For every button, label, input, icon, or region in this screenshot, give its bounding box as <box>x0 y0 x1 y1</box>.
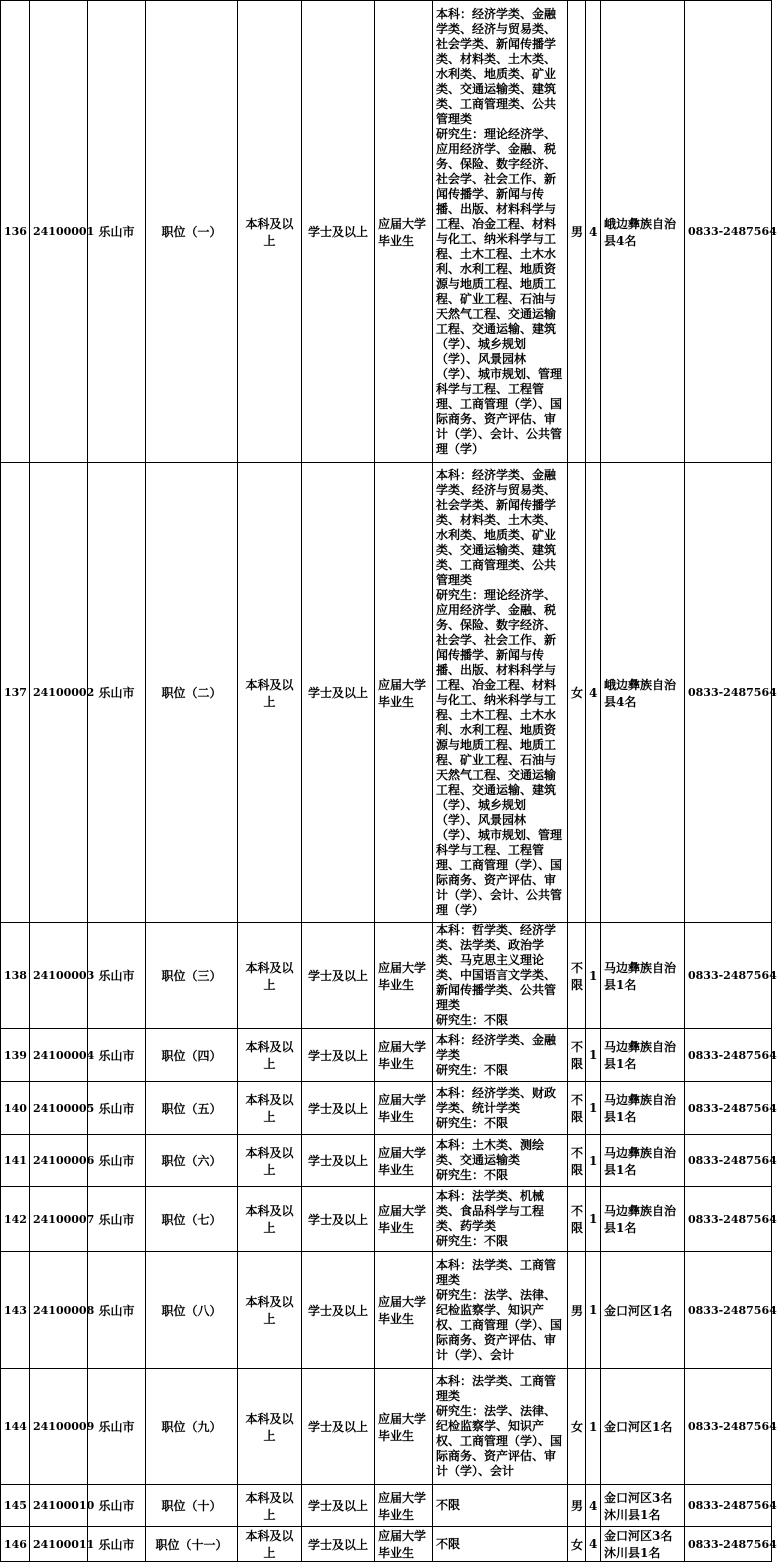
table-row <box>1 1029 772 1082</box>
position-code: 24100007 <box>30 1187 88 1252</box>
row-number: 136 <box>1 1 30 463</box>
education-requirement: 本科及以上 <box>238 1082 302 1135</box>
major-undergraduate: 本科：法学类、工商管理类 <box>436 1374 557 1403</box>
position-name: 职位（七） <box>146 1187 238 1252</box>
row-number: 138 <box>1 923 30 1029</box>
education-requirement: 本科及以上 <box>238 463 302 923</box>
table-row <box>1 923 772 1029</box>
city-name: 乐山市 <box>88 1527 146 1562</box>
contact-phone: 0833-2487564 <box>685 1369 772 1485</box>
table-row <box>1 1485 772 1527</box>
position-name: 职位（六） <box>146 1135 238 1187</box>
major-requirement <box>433 1029 568 1082</box>
position-code: 24100008 <box>30 1252 88 1369</box>
major-undergraduate: 本科：经济学类、金融学类、经济与贸易类、社会学类、新闻传播学类、材料类、土木类、水利类、地质类、矿业类、交通运输类、建筑类、工商管理类、公共管理类 <box>436 6 557 126</box>
table-row <box>1 1527 772 1562</box>
education-requirement: 本科及以上 <box>238 1485 302 1527</box>
city-name: 乐山市 <box>88 1082 146 1135</box>
education-requirement: 本科及以上 <box>238 1 302 463</box>
position-name: 职位（三） <box>146 923 238 1029</box>
education-requirement: 本科及以上 <box>238 1369 302 1485</box>
major-undergraduate: 本科：经济学类、金融学类、经济与贸易类、社会学类、新闻传播学类、材料类、土木类、水利类、地质类、矿业类、交通运输类、建筑类、工商管理类、公共管理类 <box>436 467 557 587</box>
candidate-source: 应届大学毕业生 <box>375 1252 433 1369</box>
row-number: 146 <box>1 1527 30 1562</box>
city-name: 乐山市 <box>88 1485 146 1527</box>
work-location: 金口河区3名 沐川县1名 <box>601 1485 685 1527</box>
gender-requirement: 不限 <box>568 1187 586 1252</box>
major-requirement <box>433 1369 568 1485</box>
recruit-count: 4 <box>586 1527 601 1562</box>
recruit-count: 4 <box>586 1485 601 1527</box>
major-requirement <box>433 1527 568 1562</box>
contact-phone: 0833-2487564 <box>685 1187 772 1252</box>
position-name: 职位（十） <box>146 1485 238 1527</box>
major-postgraduate: 研究生：不限 <box>436 1013 509 1027</box>
candidate-source: 应届大学毕业生 <box>375 1369 433 1485</box>
work-location: 马边彝族自治县1名 <box>601 1082 685 1135</box>
major-requirement <box>433 1252 568 1369</box>
recruit-count: 1 <box>586 923 601 1029</box>
recruit-count: 1 <box>586 1082 601 1135</box>
table-row <box>1 463 772 923</box>
row-number: 137 <box>1 463 30 923</box>
contact-phone: 0833-2487564 <box>685 1 772 463</box>
position-code: 24100004 <box>30 1029 88 1082</box>
candidate-source: 应届大学毕业生 <box>375 1029 433 1082</box>
degree-requirement: 学士及以上 <box>302 1252 375 1369</box>
major-undergraduate: 本科：经济学类、金融学类 <box>436 1032 557 1062</box>
table-row <box>1 1187 772 1252</box>
education-requirement: 本科及以上 <box>238 1527 302 1562</box>
major-requirement <box>433 1135 568 1187</box>
major-undergraduate: 不限 <box>436 1498 461 1512</box>
position-code: 24100006 <box>30 1135 88 1187</box>
table-row <box>1 1 772 463</box>
row-number: 145 <box>1 1485 30 1527</box>
city-name: 乐山市 <box>88 1 146 463</box>
gender-requirement: 男 <box>568 1 586 463</box>
major-postgraduate: 研究生：法学、法律、纪检监察学、知识产权、工商管理（学）、国际商务、资产评估、审计（学）、会计 <box>436 1287 563 1362</box>
gender-requirement: 不限 <box>568 1082 586 1135</box>
city-name: 乐山市 <box>88 1029 146 1082</box>
degree-requirement: 学士及以上 <box>302 1082 375 1135</box>
major-requirement <box>433 1485 568 1527</box>
gender-requirement: 不限 <box>568 1029 586 1082</box>
gender-requirement: 女 <box>568 1369 586 1485</box>
major-requirement <box>433 1187 568 1252</box>
major-requirement <box>433 1082 568 1135</box>
work-location: 金口河区3名 沐川县1名 <box>601 1527 685 1562</box>
contact-phone: 0833-2487564 <box>685 1252 772 1369</box>
degree-requirement: 学士及以上 <box>302 1369 375 1485</box>
gender-requirement: 女 <box>568 1527 586 1562</box>
city-name: 乐山市 <box>88 463 146 923</box>
major-requirement <box>433 1 568 463</box>
position-name: 职位（四） <box>146 1029 238 1082</box>
table-row <box>1 1135 772 1187</box>
major-requirement <box>433 463 568 923</box>
recruit-count: 1 <box>586 1135 601 1187</box>
city-name: 乐山市 <box>88 1252 146 1369</box>
position-name: 职位（五） <box>146 1082 238 1135</box>
gender-requirement: 不限 <box>568 923 586 1029</box>
city-name: 乐山市 <box>88 1187 146 1252</box>
contact-phone: 0833-2487564 <box>685 1135 772 1187</box>
education-requirement: 本科及以上 <box>238 1187 302 1252</box>
position-code: 24100010 <box>30 1485 88 1527</box>
major-requirement <box>433 923 568 1029</box>
degree-requirement: 学士及以上 <box>302 1135 375 1187</box>
major-undergraduate: 不限 <box>436 1536 461 1551</box>
degree-requirement: 学士及以上 <box>302 1485 375 1527</box>
degree-requirement: 学士及以上 <box>302 463 375 923</box>
row-number: 141 <box>1 1135 30 1187</box>
position-code: 24100003 <box>30 923 88 1029</box>
work-location: 金口河区1名 <box>601 1369 685 1485</box>
major-postgraduate: 研究生：不限 <box>436 1168 509 1182</box>
education-requirement: 本科及以上 <box>238 1029 302 1082</box>
table-row <box>1 1252 772 1369</box>
position-name: 职位（十一） <box>146 1527 238 1562</box>
degree-requirement: 学士及以上 <box>302 1187 375 1252</box>
work-location: 峨边彝族自治县4名 <box>601 463 685 923</box>
major-undergraduate: 本科：法学类、工商管理类 <box>436 1257 557 1287</box>
work-location: 马边彝族自治县1名 <box>601 1029 685 1082</box>
position-code: 24100011 <box>30 1527 88 1562</box>
contact-phone: 0833-2487564 <box>685 1527 772 1562</box>
major-postgraduate: 研究生：法学、法律、纪检监察学、知识产权、工商管理（学）、国际商务、资产评估、审计（学）、会计 <box>436 1404 563 1478</box>
work-location: 马边彝族自治县1名 <box>601 1187 685 1252</box>
position-name: 职位（八） <box>146 1252 238 1369</box>
position-code: 24100002 <box>30 463 88 923</box>
position-code: 24100009 <box>30 1369 88 1485</box>
work-location: 金口河区1名 <box>601 1252 685 1369</box>
position-code: 24100001 <box>30 1 88 463</box>
major-postgraduate: 研究生：理论经济学、应用经济学、金融、税务、保险、数字经济、社会学、社会工作、新闻传播学、新闻与传播、出版、材料科学与工程、冶金工程、材料与化工、纳米科学与工程、土木工程、土木水利、水利工程、地质资源与地质工程、地质工程、矿业工程、石油与天然气工程、交通运输工程、交通运输、建筑（学）、城乡规划（学）、风景园林（学）、城市规划、管理科学与工程、工程管理、工商管理（学）、国际商务、资产评估、审计（学）、会计、公共管理（学） <box>436 587 563 917</box>
gender-requirement: 男 <box>568 1252 586 1369</box>
recruit-count: 4 <box>586 1 601 463</box>
table-row <box>1 1082 772 1135</box>
work-location: 峨边彝族自治县4名 <box>601 1 685 463</box>
recruit-count: 1 <box>586 1252 601 1369</box>
recruit-count: 4 <box>586 463 601 923</box>
contact-phone: 0833-2487564 <box>685 1485 772 1527</box>
contact-phone: 0833-2487564 <box>685 1029 772 1082</box>
contact-phone: 0833-2487564 <box>685 923 772 1029</box>
work-location: 马边彝族自治县1名 <box>601 1135 685 1187</box>
education-requirement: 本科及以上 <box>238 1135 302 1187</box>
education-requirement: 本科及以上 <box>238 1252 302 1369</box>
education-requirement: 本科及以上 <box>238 923 302 1029</box>
city-name: 乐山市 <box>88 1135 146 1187</box>
city-name: 乐山市 <box>88 923 146 1029</box>
degree-requirement: 学士及以上 <box>302 1527 375 1562</box>
degree-requirement: 学士及以上 <box>302 923 375 1029</box>
position-name: 职位（一） <box>146 1 238 463</box>
recruit-count: 1 <box>586 1187 601 1252</box>
degree-requirement: 学士及以上 <box>302 1 375 463</box>
candidate-source: 应届大学毕业生 <box>375 1187 433 1252</box>
candidate-source: 应届大学毕业生 <box>375 1 433 463</box>
major-postgraduate: 研究生：理论经济学、应用经济学、金融、税务、保险、数字经济、社会学、社会工作、新闻传播学、新闻与传播、出版、材料科学与工程、冶金工程、材料与化工、纳米科学与工程、土木工程、土木水利、水利工程、地质资源与地质工程、地质工程、矿业工程、石油与天然气工程、交通运输工程、交通运输、建筑（学）、城乡规划（学）、风景园林（学）、城市规划、管理科学与工程、工程管理、工商管理（学）、国际商务、资产评估、审计（学）、会计、公共管理（学） <box>436 126 563 456</box>
major-undergraduate: 本科：哲学类、经济学类、法学类、政治学类、马克思主义理论类、中国语言文学类、新闻传播学类、公共管理类 <box>436 923 557 1012</box>
row-number: 142 <box>1 1187 30 1252</box>
major-postgraduate: 研究生：不限 <box>436 1234 509 1248</box>
position-name: 职位（九） <box>146 1369 238 1485</box>
recruit-count: 1 <box>586 1029 601 1082</box>
position-name: 职位（二） <box>146 463 238 923</box>
candidate-source: 应届大学毕业生 <box>375 923 433 1029</box>
major-undergraduate: 本科：土木类、测绘类、交通运输类 <box>436 1138 545 1167</box>
major-undergraduate: 本科：经济学类、财政学类、统计学类 <box>436 1085 557 1115</box>
recruit-count: 1 <box>586 1369 601 1485</box>
contact-phone: 0833-2487564 <box>685 463 772 923</box>
gender-requirement: 不限 <box>568 1135 586 1187</box>
candidate-source: 应届大学毕业生 <box>375 1082 433 1135</box>
candidate-source: 应届大学毕业生 <box>375 1135 433 1187</box>
position-code: 24100005 <box>30 1082 88 1135</box>
row-number: 140 <box>1 1082 30 1135</box>
candidate-source: 应届大学毕业生 <box>375 463 433 923</box>
contact-phone: 0833-2487564 <box>685 1082 772 1135</box>
major-undergraduate: 本科：法学类、机械类、食品科学与工程类、药学类 <box>436 1189 545 1233</box>
table-row <box>1 1369 772 1485</box>
candidate-source: 应届大学毕业生 <box>375 1527 433 1562</box>
gender-requirement: 女 <box>568 463 586 923</box>
major-postgraduate: 研究生：不限 <box>436 1062 509 1077</box>
gender-requirement: 男 <box>568 1485 586 1527</box>
major-postgraduate: 研究生：不限 <box>436 1115 509 1130</box>
row-number: 139 <box>1 1029 30 1082</box>
row-number: 144 <box>1 1369 30 1485</box>
city-name: 乐山市 <box>88 1369 146 1485</box>
candidate-source: 应届大学毕业生 <box>375 1485 433 1527</box>
work-location: 马边彝族自治县1名 <box>601 923 685 1029</box>
degree-requirement: 学士及以上 <box>302 1029 375 1082</box>
row-number: 143 <box>1 1252 30 1369</box>
